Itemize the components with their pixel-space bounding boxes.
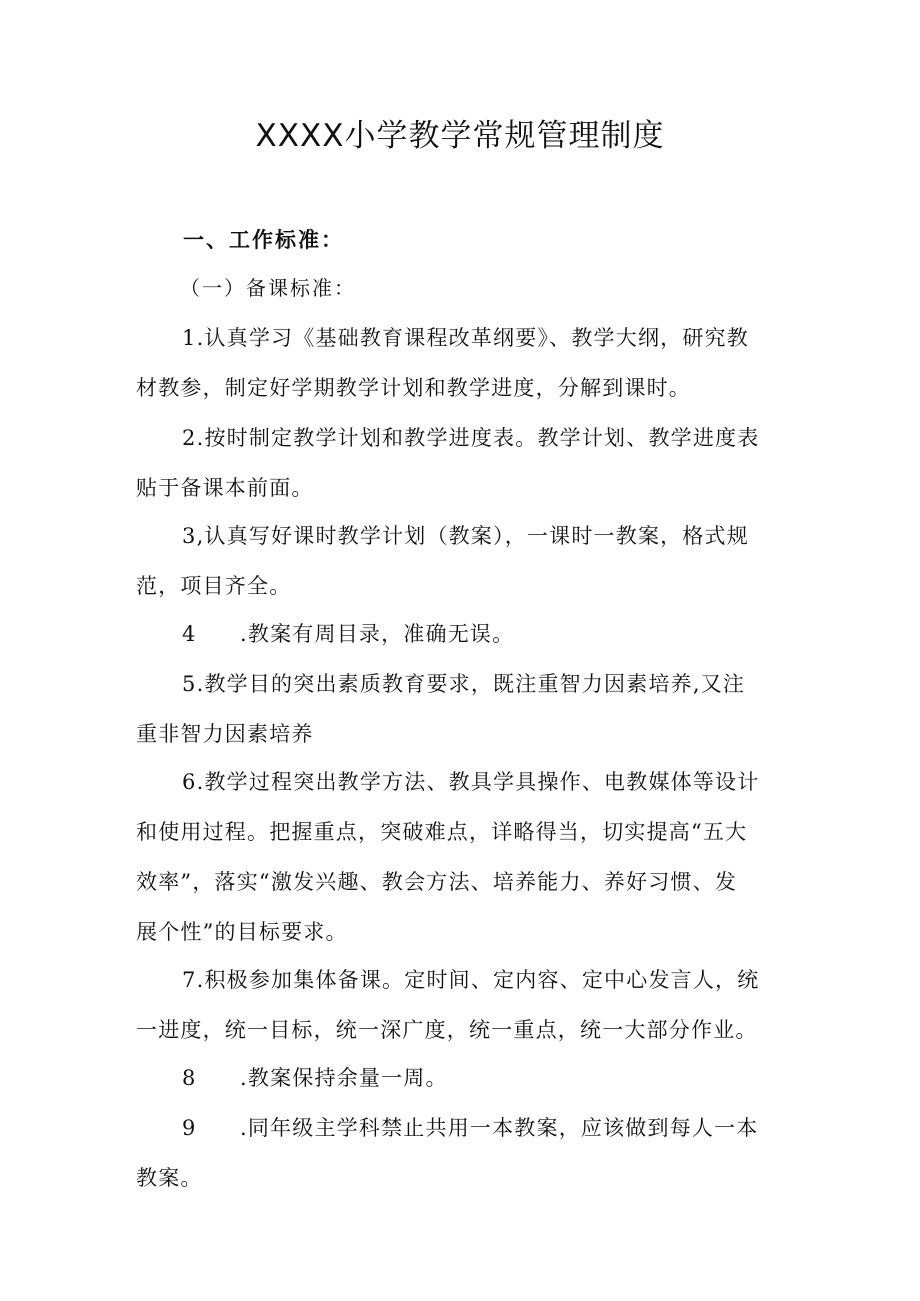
- item-text-line: 效率”，落实“激发兴趣、教会方法、培养能力、养好习惯、发: [136, 870, 738, 894]
- item-number: 8: [182, 1066, 197, 1090]
- list-item: [136, 955, 790, 1055]
- item-text-line: 重非智力因素培养: [136, 722, 314, 746]
- item-text-line: 认真学习《基础教育课程改革纲要》、教学大纲，研究教: [204, 326, 749, 350]
- item-number: 4: [182, 622, 197, 646]
- list-item: [136, 313, 790, 413]
- list-item: [136, 511, 790, 611]
- list-item: [136, 413, 790, 513]
- item-separator: .: [240, 622, 248, 646]
- item-number: 7: [182, 968, 197, 992]
- item-text-line: 认真写好课时教学计划（教案），一课时一教案，格式规: [204, 524, 749, 548]
- list-item: [136, 1103, 790, 1203]
- item-text-line: 贴于备课本前面。: [136, 476, 314, 500]
- item-text-line: 材教参，制定好学期教学计划和教学进度，分解到课时。: [136, 376, 691, 400]
- item-number: 1: [182, 326, 197, 350]
- item-separator: .: [196, 770, 205, 794]
- item-text-line: 教案保持余量一周。: [247, 1066, 448, 1090]
- section-heading: 一、工作标准：: [183, 228, 344, 252]
- item-number: 2: [182, 426, 197, 450]
- item-number: 9: [182, 1116, 197, 1140]
- subsection-heading: （一）备课标准：: [180, 276, 356, 300]
- item-text-line: 教案。: [136, 1166, 203, 1190]
- item-text-line: 一进度，统一目标，统一深广度，统一重点，统一大部分作业。: [136, 1018, 758, 1042]
- item-text-line: 展个性”的目标要求。: [136, 920, 348, 944]
- item-text-line: 范，项目齐全。: [136, 574, 292, 598]
- item-separator: ,: [196, 524, 205, 548]
- item-text-line: 积极参加集体备课。定时间、定内容、定中心发言人，统: [204, 968, 760, 992]
- item-number: 5: [182, 672, 197, 696]
- list-item: [136, 659, 790, 759]
- item-text-line: 教学过程突出教学方法、教具学具操作、电教媒体等设计: [204, 770, 760, 794]
- item-number: 6: [182, 770, 197, 794]
- item-text-line: 教案有周目录，准确无误。: [247, 622, 515, 646]
- item-text-line: 按时制定教学计划和教学进度表。教学计划、教学进度表: [204, 426, 760, 450]
- list-item: [136, 757, 790, 957]
- item-separator: .: [240, 1116, 248, 1140]
- item-separator: .: [196, 326, 205, 350]
- list-item: [136, 1053, 790, 1103]
- item-separator: .: [196, 968, 205, 992]
- item-text-line: 教学目的突出素质教育要求，既注重智力因素培养,又注: [204, 672, 746, 696]
- document-title: XXXX小学教学常规管理制度: [255, 118, 665, 154]
- item-separator: .: [196, 426, 205, 450]
- item-text-line: 和使用过程。把握重点，突破难点，详略得当，切实提高“五大: [136, 820, 748, 844]
- item-text-line: 同年级主学科禁止共用一本教案，应该做到每人一本: [247, 1116, 759, 1140]
- item-separator: .: [240, 1066, 248, 1090]
- item-number: 3: [182, 524, 197, 548]
- item-separator: .: [196, 672, 205, 696]
- list-item: [136, 609, 790, 659]
